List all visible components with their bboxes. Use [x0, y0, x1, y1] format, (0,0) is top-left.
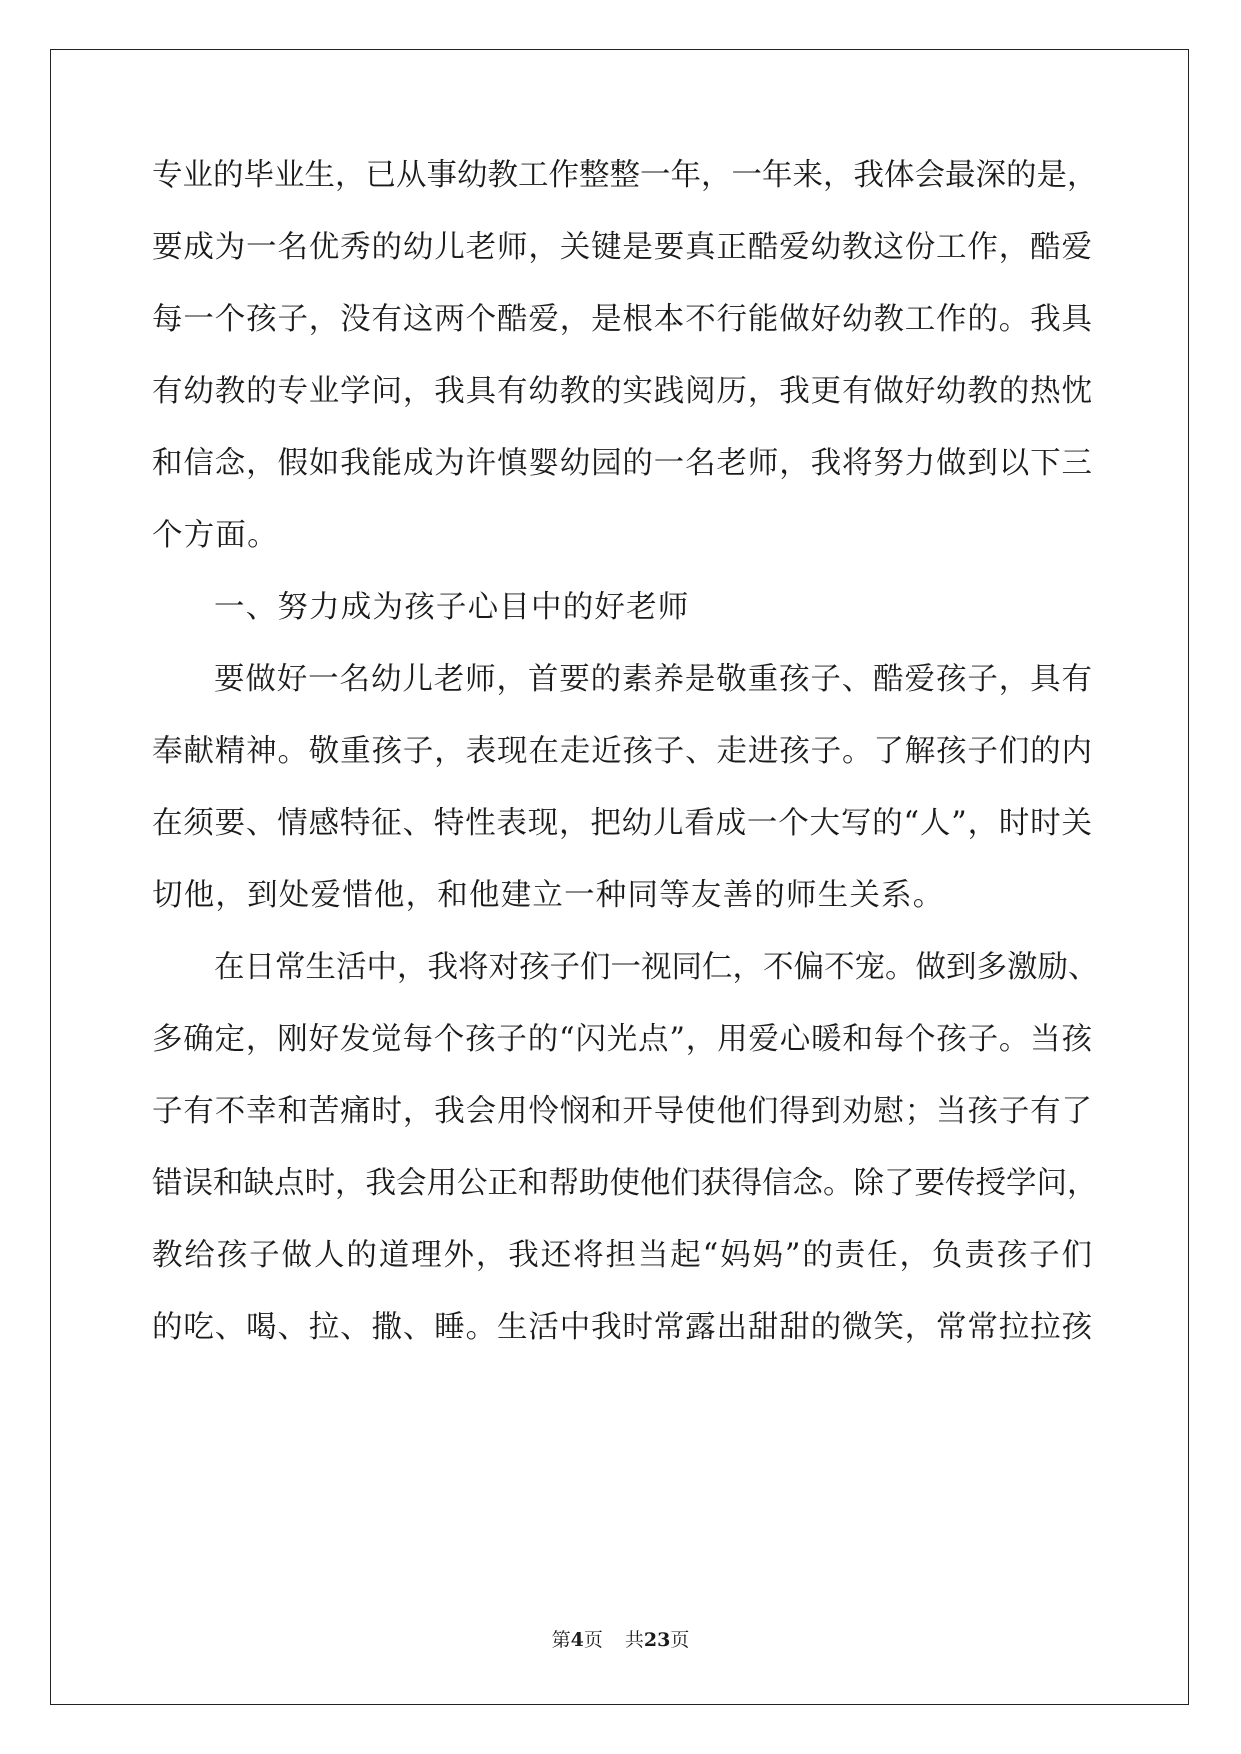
text-line: 要做好一名幼儿老师，首要的素养是敬重孩子、酷爱孩子，具有	[214, 662, 1092, 697]
text-line: 奉献精神。敬重孩子，表现在走近孩子、走进孩子。了解孩子们的内	[152, 734, 1092, 769]
text-line: 每一个孩子，没有这两个酷爱，是根本不行能做好幼教工作的。我具	[152, 302, 1092, 337]
text-line: 有幼教的专业学问，我具有幼教的实践阅历，我更有做好幼教的热忱	[152, 374, 1092, 409]
text-line: 的吃、喝、拉、撒、睡。生活中我时常露出甜甜的微笑，常常拉拉孩	[152, 1310, 1092, 1345]
text-line: 在须要、情感特征、特性表现，把幼儿看成一个大写的“人”，时时关	[152, 806, 1092, 841]
text-line: 切他，到处爱惜他，和他建立一种同等友善的师生关系。	[152, 878, 945, 913]
page-footer	[0, 1625, 1241, 1652]
text-line: 子有不幸和苦痛时，我会用怜悯和开导使他们得到劝慰；当孩子有了	[152, 1094, 1092, 1129]
section-heading: 一、努力成为孩子心目中的好老师	[214, 590, 690, 625]
page-current: 4	[570, 1629, 584, 1651]
text-line: 要成为一名优秀的幼儿老师，关键是要真正酷爱幼教这份工作，酷爱	[152, 230, 1092, 265]
text-line: 专业的毕业生，已从事幼教工作整整一年，一年来，我体会最深的是，	[152, 158, 1098, 193]
page-suffix: 页	[583, 1629, 603, 1651]
page-prefix: 第	[551, 1629, 571, 1651]
total-suffix: 页	[670, 1629, 690, 1651]
text-line: 多确定，刚好发觉每个孩子的“闪光点”，用爱心暖和每个孩子。当孩	[152, 1022, 1092, 1057]
page-total: 23	[643, 1629, 671, 1651]
text-line: 在日常生活中，我将对孩子们一视同仁，不偏不宠。做到多激励、	[214, 950, 1099, 985]
text-line: 和信念，假如我能成为许慎婴幼园的一名老师，我将努力做到以下三	[152, 446, 1092, 481]
total-prefix: 共	[624, 1629, 644, 1651]
text-line: 个方面。	[152, 518, 279, 553]
text-line: 教给孩子做人的道理外，我还将担当起“妈妈”的责任，负责孩子们	[152, 1238, 1092, 1273]
text-line: 错误和缺点时，我会用公正和帮助使他们获得信念。除了要传授学问，	[152, 1166, 1098, 1201]
